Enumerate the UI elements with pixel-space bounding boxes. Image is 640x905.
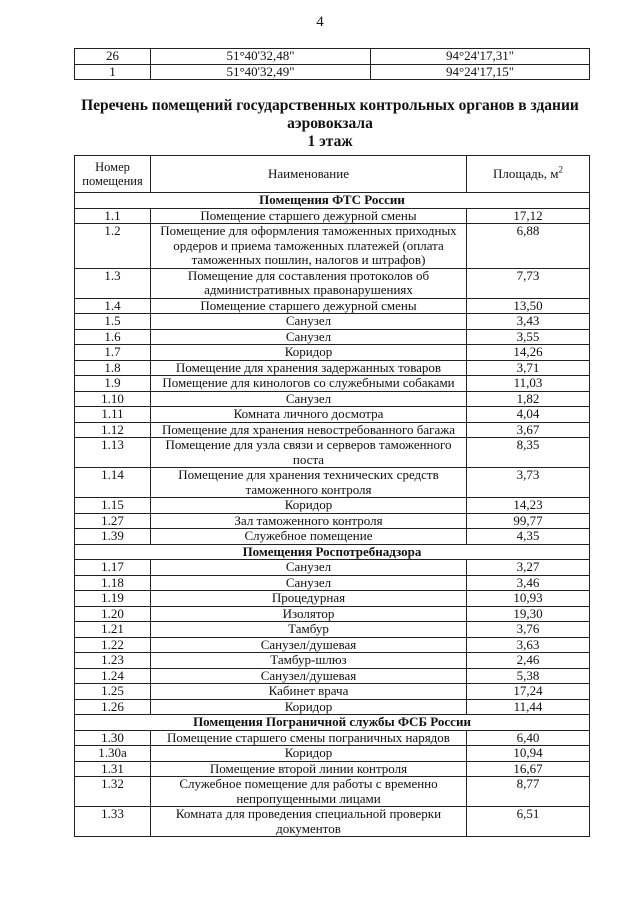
section-header-row [75,715,590,731]
table-row [75,684,590,700]
room-area: 17,24 [467,684,590,700]
room-area: 17,12 [467,208,590,224]
room-area: 4,35 [467,529,590,545]
table-row [75,668,590,684]
room-name: Комната для проведения специальной проверки документов [151,807,467,837]
point-number: 1 [75,64,151,80]
room-area: 10,94 [467,746,590,762]
section-title: Помещения ФТС России [75,193,590,209]
room-area: 6,88 [467,224,590,269]
room-name: Санузел [151,560,467,576]
room-name: Зал таможенного контроля [151,513,467,529]
room-number: 1.11 [75,407,151,423]
room-area: 99,77 [467,513,590,529]
room-area: 3,55 [467,329,590,345]
table-row [75,314,590,330]
room-area: 3,46 [467,575,590,591]
table-row [75,422,590,438]
room-number: 1.9 [75,376,151,392]
room-number: 1.27 [75,513,151,529]
area-header-label: Площадь, м [493,165,559,181]
room-number: 1.21 [75,622,151,638]
title-line-2: аэровокзала [287,115,373,132]
table-row [75,529,590,545]
room-area: 3,27 [467,560,590,576]
longitude-cell: 94°24'17,15" [371,64,590,80]
room-area: 3,73 [467,468,590,498]
table-row [75,560,590,576]
table-row [75,606,590,622]
longitude-cell: 94°24'17,31" [371,49,590,65]
table-row [75,637,590,653]
room-number: 1.1 [75,208,151,224]
room-number: 1.39 [75,529,151,545]
table-row [75,208,590,224]
table-row [75,498,590,514]
room-area: 10,93 [467,591,590,607]
room-area: 13,50 [467,298,590,314]
room-number: 1.18 [75,575,151,591]
point-number: 26 [75,49,151,65]
room-name: Коридор [151,498,467,514]
table-row [75,761,590,777]
room-area: 11,03 [467,376,590,392]
room-number: 1.12 [75,422,151,438]
room-area: 1,82 [467,391,590,407]
table-row [75,224,590,269]
room-name: Помещение старшего смены пограничных нарядов [151,730,467,746]
room-number: 1.17 [75,560,151,576]
table-row [75,746,590,762]
room-number: 1.32 [75,777,151,807]
rooms-table [74,155,590,837]
room-name: Служебное помещение [151,529,467,545]
room-name: Помещение для хранения невостребованного багажа [151,422,467,438]
table-row [75,591,590,607]
table-row [75,49,590,65]
room-name: Тамбур-шлюз [151,653,467,669]
room-area: 6,51 [467,807,590,837]
room-area: 3,76 [467,622,590,638]
room-number: 1.15 [75,498,151,514]
room-name: Помещение для кинологов со служебными собаками [151,376,467,392]
room-area: 19,30 [467,606,590,622]
room-area: 3,71 [467,360,590,376]
room-number: 1.30а [75,746,151,762]
coordinates-table [74,48,590,80]
room-name: Тамбур [151,622,467,638]
room-area: 16,67 [467,761,590,777]
room-area: 11,44 [467,699,590,715]
table-row [75,438,590,468]
table-row [75,345,590,361]
room-number: 1.5 [75,314,151,330]
room-name: Служебное помещение для работы с временно непропущенными лицами [151,777,467,807]
table-row [75,513,590,529]
column-header-number: Номер помещения [75,156,151,193]
room-number: 1.24 [75,668,151,684]
table-row [75,329,590,345]
room-area: 3,63 [467,637,590,653]
room-number: 1.14 [75,468,151,498]
room-area: 3,67 [467,422,590,438]
document-title [60,97,600,151]
room-number: 1.3 [75,268,151,298]
table-row [75,407,590,423]
room-name: Коридор [151,699,467,715]
table-row [75,777,590,807]
room-area: 3,43 [467,314,590,330]
table-row [75,298,590,314]
room-name: Комната личного досмотра [151,407,467,423]
room-name: Кабинет врача [151,684,467,700]
table-row [75,376,590,392]
room-number: 1.26 [75,699,151,715]
room-area: 8,35 [467,438,590,468]
table-row [75,653,590,669]
room-name: Санузел/душевая [151,668,467,684]
room-number: 1.2 [75,224,151,269]
room-number: 1.33 [75,807,151,837]
page-number: 4 [316,14,324,30]
area-header-superscript: 2 [558,164,563,175]
room-number: 1.30 [75,730,151,746]
latitude-cell: 51°40'32,49" [151,64,371,80]
room-name: Помещение для хранения технических средств таможенного контроля [151,468,467,498]
table-row [75,575,590,591]
table-row [75,622,590,638]
table-header-row [75,156,590,193]
room-name: Санузел [151,314,467,330]
room-area: 8,77 [467,777,590,807]
room-name: Помещение для узла связи и серверов таможенного поста [151,438,467,468]
table-row [75,468,590,498]
title-line-3: 1 этаж [307,133,353,150]
room-area: 2,46 [467,653,590,669]
table-row [75,699,590,715]
column-header-name: Наименование [151,156,467,193]
table-row [75,360,590,376]
room-number: 1.19 [75,591,151,607]
room-name: Санузел [151,575,467,591]
room-name: Коридор [151,345,467,361]
room-name: Помещение для оформления таможенных приходных ордеров и приема таможенных платежей (оплата таможенных пошлин, налогов и штрафов) [151,224,467,269]
room-name: Помещение для составления протоколов об административных правонарушениях [151,268,467,298]
room-name: Помещение старшего дежурной смены [151,208,467,224]
room-name: Коридор [151,746,467,762]
section-title: Помещения Пограничной службы ФСБ России [75,715,590,731]
room-number: 1.6 [75,329,151,345]
room-area: 6,40 [467,730,590,746]
room-name: Санузел [151,329,467,345]
room-name: Помещение старшего дежурной смены [151,298,467,314]
room-number: 1.13 [75,438,151,468]
table-row [75,268,590,298]
room-name: Санузел/душевая [151,637,467,653]
room-area: 4,04 [467,407,590,423]
room-number: 1.8 [75,360,151,376]
room-number: 1.31 [75,761,151,777]
room-area: 14,23 [467,498,590,514]
table-row [75,807,590,837]
room-number: 1.20 [75,606,151,622]
room-name: Процедурная [151,591,467,607]
room-number: 1.22 [75,637,151,653]
table-row [75,64,590,80]
section-title: Помещения Роспотребнадзора [75,544,590,560]
room-number: 1.7 [75,345,151,361]
room-number: 1.10 [75,391,151,407]
table-row [75,730,590,746]
room-area: 5,38 [467,668,590,684]
room-area: 14,26 [467,345,590,361]
rooms-table-body [75,193,590,837]
section-header-row [75,193,590,209]
room-number: 1.23 [75,653,151,669]
room-number: 1.25 [75,684,151,700]
room-area: 7,73 [467,268,590,298]
room-number: 1.4 [75,298,151,314]
title-line-1: Перечень помещений государственных контрольных органов в здании [81,97,579,114]
column-header-area [467,156,590,193]
section-header-row [75,544,590,560]
room-name: Изолятор [151,606,467,622]
room-name: Помещение второй линии контроля [151,761,467,777]
table-row [75,391,590,407]
room-name: Помещение для хранения задержанных товаров [151,360,467,376]
latitude-cell: 51°40'32,48" [151,49,371,65]
room-name: Санузел [151,391,467,407]
